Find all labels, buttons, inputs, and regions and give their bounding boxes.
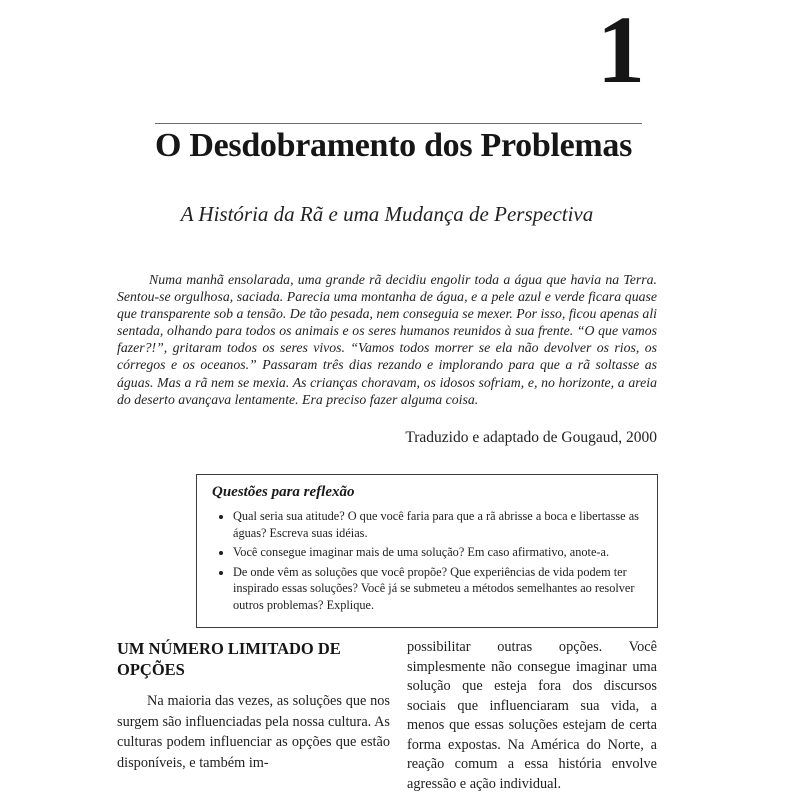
reflection-box-heading: Questões para reflexão xyxy=(212,484,355,500)
reflection-box xyxy=(196,474,658,628)
story-paragraph: Numa manhã ensolarada, uma grande rã decidiu engolir toda a água que havia na Terra. Sentou-se orgulhosa, saciada. Parecia uma montanha de água, e a pele azul e verde ficara quase que transparente sob a tensão. De tão pesada, nem conseguia se mexer. Por isso, ficou apenas ali sentada, olhando para todos os animais e os seres humanos reunidos à sua frente. “O que vamos fazer?!”, gritaram todos os seres vivos. “Vamos todos morrer se ela não devolver os rios, os córregos e os oceanos.” Passaram três dias rezando e implorando para que a rã soltasse as águas. Mas a rã nem se mexia. As crianças choravam, os idosos sofriam, e, no horizonte, a areia do deserto avançava lentamente. Era preciso fazer alguma coisa. xyxy=(117,272,657,407)
reflection-list xyxy=(212,508,644,614)
two-column-section xyxy=(117,638,657,794)
section-heading: UM NÚMERO LIMITADO DE OPÇÕES xyxy=(117,639,341,679)
column-left xyxy=(117,638,390,794)
chapter-title: O Desdobramento dos Problemas xyxy=(155,127,633,164)
section-text-right: possibilitar outras opções. Você simplesmente não consegue imaginar uma solução que esteja fora dos discursos sociais que influenciaram sua vida, a menos que essas soluções estejam de certa forma expostas. Na América do Norte, a reação comum a essa história envolve agressão e ação individual. xyxy=(407,639,657,792)
reflection-item: • Você consegue imaginar mais de uma solução? Em caso afirmativo, anote-a. xyxy=(233,544,644,561)
reflection-item: • De onde vêm as soluções que você propõe? Que experiências de vida podem ter inspirado essas soluções? Você já se submeteu a métodos semelhantes ao resolver outros problemas? Explique. xyxy=(233,564,644,614)
chapter-subtitle: A História da Rã e uma Mudança de Perspectiva xyxy=(180,202,594,226)
reflection-item: • Qual seria sua atitude? O que você faria para que a rã abrisse a boca e libertasse as águas? Escreva suas idéias. xyxy=(233,508,644,541)
section-text-left: Na maioria das vezes, as soluções que nos surgem são influenciadas pela nossa cultura. As culturas podem influenciar as opções que estão disponíveis, e também im- xyxy=(117,693,390,771)
column-right xyxy=(407,638,657,794)
title-block xyxy=(155,123,642,165)
chapter-number: 1 xyxy=(597,0,645,103)
story-attribution: Traduzido e adaptado de Gougaud, 2000 xyxy=(405,429,657,446)
